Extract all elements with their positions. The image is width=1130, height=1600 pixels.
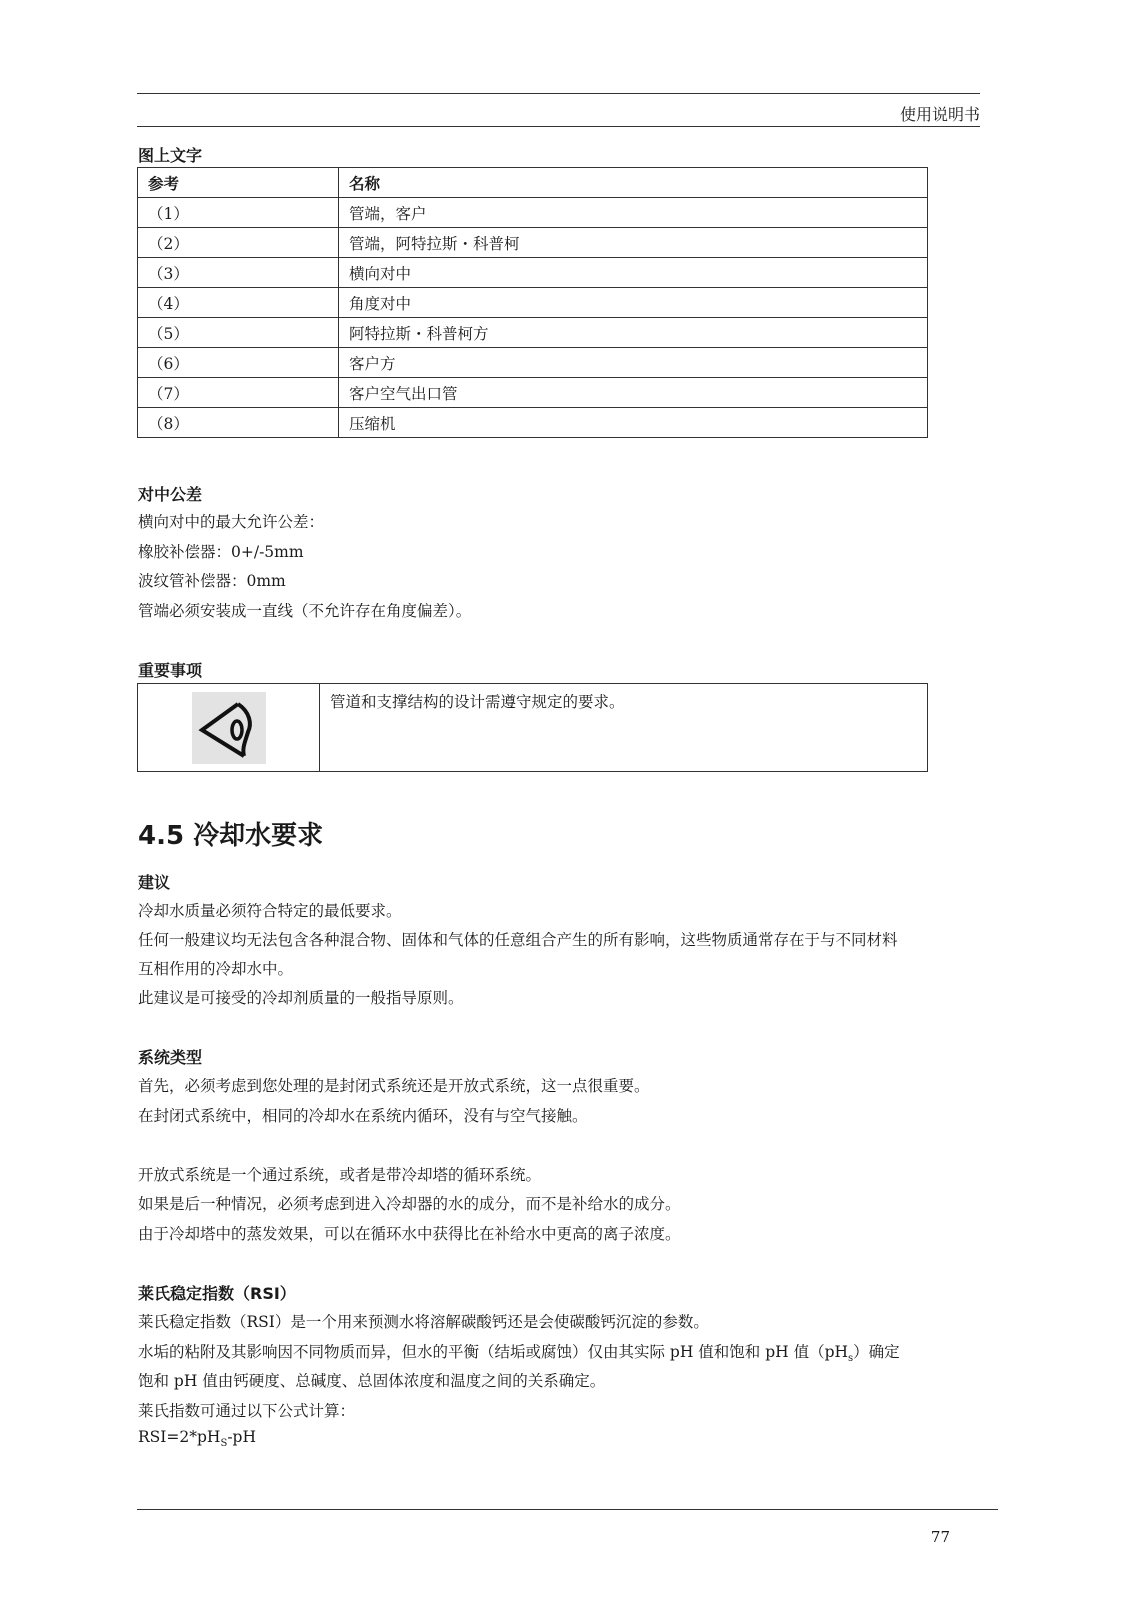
section-title: 4.5 冷却水要求 (138, 821, 324, 851)
table-row (138, 408, 928, 438)
system-type-line: 如果是后一种情况，必须考虑到进入冷却器的水的成分，而不是补给水的成分。 (138, 1195, 681, 1213)
alignment-line: 横向对中的最大允许公差： (138, 513, 325, 531)
rsi-formula (138, 1428, 256, 1449)
rsi-line2-sub: s (848, 1353, 854, 1365)
advice-heading: 建议 (138, 873, 171, 892)
alignment-line: 波纹管补偿器：0mm (138, 572, 286, 590)
table-row (138, 318, 928, 348)
important-heading: 重要事项 (138, 661, 203, 680)
column-header-ref: 参考 (138, 168, 339, 198)
name-cell: 横向对中 (339, 258, 928, 288)
ref-cell: （7） (138, 378, 339, 408)
advice-line: 此建议是可接受的冷却剂质量的一般指导原则。 (138, 989, 464, 1007)
advice-line: 冷却水质量必须符合特定的最低要求。 (138, 902, 402, 920)
table-header-row (138, 168, 928, 198)
rsi-line2-text: 水垢的粘附及其影响因不同物质而异，但水的平衡（结垢或腐蚀）仅由其实际 pH 值和饱和 pH 值（pH (138, 1343, 849, 1361)
ref-cell: （5） (138, 318, 339, 348)
table-row (138, 348, 928, 378)
note-divider (319, 684, 320, 771)
table-row (138, 198, 928, 228)
figure-text-heading: 图上文字 (138, 146, 203, 165)
header-bottom-rule (137, 126, 980, 127)
table-row (138, 378, 928, 408)
ref-cell: （4） (138, 288, 339, 318)
footer-rule (137, 1509, 998, 1510)
rsi-line: 莱氏指数可通过以下公式计算： (138, 1402, 356, 1420)
important-note-box (137, 683, 928, 772)
formula-tail: -pH (227, 1428, 256, 1446)
header-top-rule (137, 93, 980, 94)
ref-cell: （6） (138, 348, 339, 378)
header-label: 使用说明书 (899, 105, 980, 124)
rsi-line2-tail: ）确定 (853, 1343, 900, 1361)
system-type-line: 开放式系统是一个通过系统，或者是带冷却塔的循环系统。 (138, 1166, 542, 1184)
system-type-heading: 系统类型 (138, 1048, 203, 1067)
formula-sub: S (220, 1438, 228, 1450)
table-row (138, 258, 928, 288)
important-note-text: 管道和支撑结构的设计需遵守规定的要求。 (330, 693, 625, 711)
name-cell: 角度对中 (339, 288, 928, 318)
alignment-line: 橡胶补偿器：0+/-5mm (138, 543, 304, 561)
ref-cell: （2） (138, 228, 339, 258)
alignment-line: 管端必须安装成一直线（不允许存在角度偏差）。 (138, 602, 472, 620)
alignment-heading: 对中公差 (138, 485, 203, 504)
ref-cell: （3） (138, 258, 339, 288)
system-type-line: 在封闭式系统中，相同的冷却水在系统内循环，没有与空气接触。 (138, 1107, 588, 1125)
rsi-heading: 莱氏稳定指数（RSI） (138, 1284, 296, 1303)
column-header-name: 名称 (339, 168, 928, 198)
ref-cell: （1） (138, 198, 339, 228)
name-cell: 管端，阿特拉斯・科普柯 (339, 228, 928, 258)
system-type-line: 由于冷却塔中的蒸发效果，可以在循环水中获得比在补给水中更高的离子浓度。 (138, 1225, 681, 1243)
name-cell: 管端，客户 (339, 198, 928, 228)
advice-line: 互相作用的冷却水中。 (138, 960, 294, 978)
advice-line: 任何一般建议均无法包含各种混合物、固体和气体的任意组合产生的所有影响，这些物质通常存在于与不同材料 (138, 931, 898, 949)
system-type-line: 首先，必须考虑到您处理的是封闭式系统还是开放式系统，这一点很重要。 (138, 1077, 650, 1095)
name-cell: 压缩机 (339, 408, 928, 438)
rsi-line: 莱氏稳定指数（RSI）是一个用来预测水将溶解碳酸钙还是会使碳酸钙沉淀的参数。 (138, 1313, 709, 1331)
formula-text: RSI=2*pH (138, 1428, 221, 1446)
name-cell: 客户空气出口管 (339, 378, 928, 408)
eye-icon (192, 692, 266, 764)
name-cell: 阿特拉斯・科普柯方 (339, 318, 928, 348)
name-cell: 客户方 (339, 348, 928, 378)
ref-cell: （8） (138, 408, 339, 438)
table-row (138, 288, 928, 318)
rsi-line: 饱和 pH 值由钙硬度、总碱度、总固体浓度和温度之间的关系确定。 (138, 1372, 606, 1390)
page-number: 77 (930, 1528, 950, 1546)
reference-table (137, 167, 928, 438)
table-row (138, 228, 928, 258)
rsi-line (138, 1340, 900, 1364)
